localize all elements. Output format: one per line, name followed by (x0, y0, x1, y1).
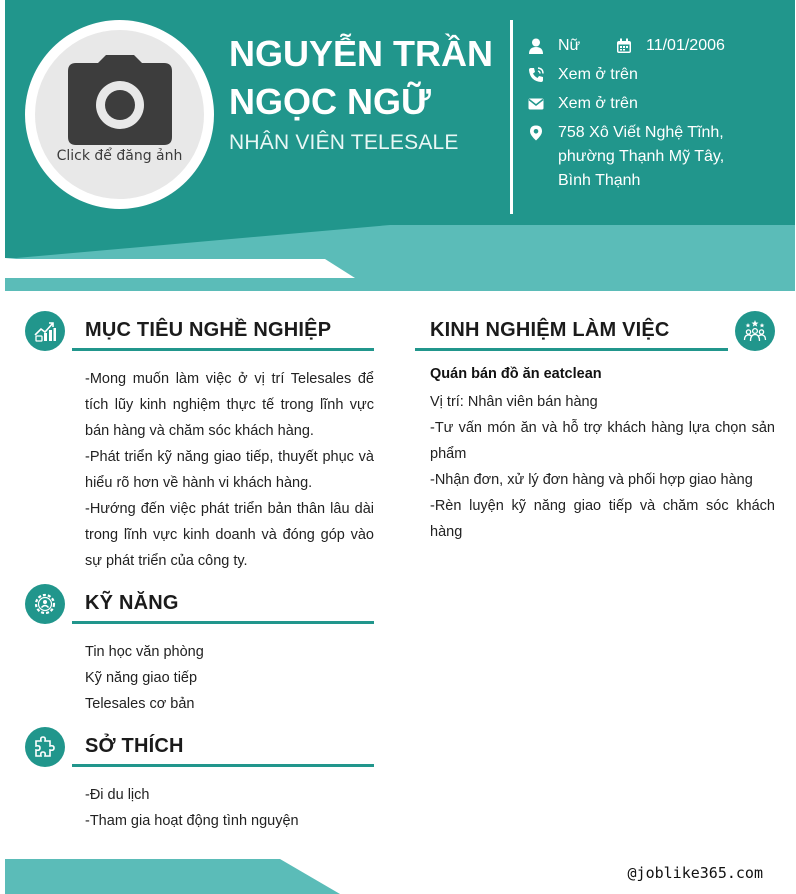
address-line-3: Bình Thạnh (558, 172, 641, 189)
hobbies-title: SỞ THÍCH (85, 735, 184, 757)
envelope-icon (528, 96, 544, 112)
avatar-upload[interactable] (35, 30, 204, 199)
calendar-icon (616, 38, 632, 54)
map-pin-icon (528, 125, 544, 141)
candidate-name (229, 30, 499, 126)
address-line-2: phường Thạnh Mỹ Tây, (558, 148, 725, 165)
experience-item: -Tư vấn món ăn và hỗ trợ khách hàng lựa chọn sản phẩm (430, 420, 775, 462)
skill-item: Telesales cơ bản (85, 696, 195, 712)
objective-section-icon (25, 311, 65, 351)
hobbies-underline (72, 764, 374, 767)
candidate-name-line1: NGUYỄN TRẦN (229, 33, 494, 74)
experience-role: Vị trí: Nhân viên bán hàng (430, 394, 598, 410)
experience-underline (415, 348, 728, 351)
experience-title: KINH NGHIỆM LÀM VIỆC (430, 319, 670, 341)
puzzle-icon (33, 735, 57, 759)
header-accent-band (5, 225, 795, 291)
objective-item: -Mong muốn làm việc ở vị trí Telesales để tích lũy kinh nghiệm thực tế trong lĩnh vực bán hàng và chăm sóc khách hàng. (85, 371, 374, 439)
objective-underline (72, 348, 374, 351)
objective-item: -Hướng đến việc phát triển bản thân lâu dài trong lĩnh vực kinh doanh và đóng góp vào sự phát triển của công ty. (85, 501, 374, 569)
address-value (558, 121, 724, 193)
header-divider (510, 20, 513, 214)
experience-item: -Nhận đơn, xử lý đơn hàng và phối hợp giao hàng (430, 472, 753, 488)
experience-item: -Rèn luyện kỹ năng giao tiếp và chăm sóc khách hàng (430, 498, 775, 540)
camera-icon (68, 55, 172, 145)
hobbies-list (85, 782, 299, 834)
user-icon (528, 38, 544, 54)
gear-person-icon (33, 592, 57, 616)
skills-underline (72, 621, 374, 624)
skills-list (85, 639, 204, 717)
address-line-1: 758 Xô Viết Nghệ Tĩnh, (558, 124, 724, 141)
objective-title: MỤC TIÊU NGHỀ NGHIỆP (85, 319, 332, 341)
skills-section-icon (25, 584, 65, 624)
job-position: NHÂN VIÊN TELESALE (229, 131, 459, 154)
experience-company: Quán bán đồ ăn eatclean (430, 366, 602, 382)
footer-accent-shape (5, 859, 345, 894)
site-watermark: @joblike365.com (627, 864, 763, 882)
email-value: Xem ở trên (558, 95, 638, 112)
growth-chart-icon (33, 319, 57, 343)
avatar-upload-label: Click để đăng ảnh (56, 148, 183, 164)
gender-value: Nữ (558, 37, 581, 54)
skill-item: Tin học văn phòng (85, 644, 204, 660)
hobby-item: -Tham gia hoạt động tình nguyện (85, 813, 299, 829)
objective-item: -Phát triển kỹ năng giao tiếp, thuyết phục và hiểu rõ hơn về hành vi khách hàng. (85, 449, 374, 491)
experience-section-icon (735, 311, 775, 351)
candidate-name-line2: NGỌC NGỮ (229, 81, 431, 122)
hobby-item: -Đi du lịch (85, 787, 150, 803)
phone-value: Xem ở trên (558, 66, 638, 83)
birthday-value: 11/01/2006 (646, 37, 725, 54)
hobbies-section-icon (25, 727, 65, 767)
objective-text (85, 366, 374, 574)
phone-icon (528, 67, 544, 83)
experience-details (430, 389, 775, 545)
skill-item: Kỹ năng giao tiếp (85, 670, 198, 686)
team-stars-icon (743, 319, 767, 343)
skills-title: KỸ NĂNG (85, 592, 179, 614)
